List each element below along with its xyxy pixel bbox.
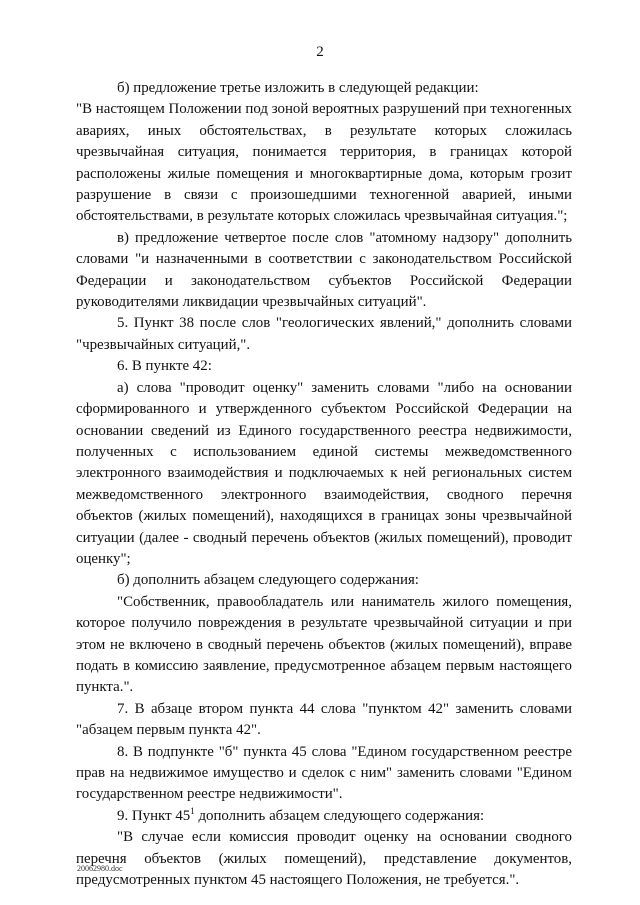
- paragraph-item-9-text-before: 9. Пункт 45: [117, 807, 191, 824]
- paragraph-item-9-superscript: 1: [190, 805, 195, 816]
- paragraph-item-9: [76, 806, 572, 827]
- paragraph-item-5: 5. Пункт 38 после слов "геологических явлений," дополнить словами "чрезвычайных ситуаций,".: [76, 315, 572, 353]
- paragraph-quoted-definition: "В настоящем Положении под зоной вероятных разрушений при техногенных авариях, иных обстоятельствах, в результате которых сложилась чрезвычайная ситуация, понимается территория, в границах которой расположены жилые помещения и многоквартирные дома, которым грозит разрушение в связи с произошедшими техногенной аварией, иными обстоятельствами, в результате которых сложилась чрезвычайная ситуация.";: [76, 101, 572, 225]
- paragraph-item-9-text-after: дополнить абзацем следующего содержания:: [194, 807, 485, 824]
- paragraph-quoted-owner-clause: "Собственник, правообладатель или наниматель жилого помещения, которое получило повреждения в результате чрезвычайной ситуации и при этом не включено в сводный перечень объектов (жилых помещений), вправе подать в комиссию заявление, предусмотренное абзацем первым настоящего пункта.".: [76, 593, 572, 696]
- paragraph-b-sentence-three: б) предложение третье изложить в следующей редакции:: [117, 80, 479, 96]
- paragraph-item-8: 8. В подпункте "б" пункта 45 слова "Едином государственном реестре прав на недвижимое имущество и сделок с ним" заменить словами "Едином государственном реестре недвижимости".: [76, 743, 572, 803]
- paragraph-item-7: 7. В абзаце втором пункта 44 слова "пунктом 42" заменить словами "абзацем первым пункта 42".: [76, 700, 572, 739]
- paragraph-quoted-final-clause: "В случае если комиссия проводит оценку на основании сводного перечня объектов (жилых помещений), представление документов, предусмотренных пунктом 45 настоящего Положения, не требуется.".: [76, 829, 572, 889]
- document-body: [76, 78, 572, 891]
- page-number: 2: [316, 44, 324, 60]
- footer-doc-id: 20062980.doc: [77, 864, 123, 873]
- paragraph-item-6-a: а) слова "проводит оценку" заменить словами "либо на основании сформированного и утвержденного субъектом Российской Федерации на основании сведений из Единого государственного реестра недвижимости, полученных с использованием единой системы межведомственного электронного взаимодействия и подключаемых к ней региональных систем межведомственного электронного взаимодействия, сводного перечня объектов (жилых помещений), находящихся в границах зоны чрезвычайной ситуации (далее - сводный перечень объектов (жилых помещений), проводит оценку";: [76, 379, 572, 567]
- paragraph-v-sentence-four: в) предложение четвертое после слов "атомному надзору" дополнить словами "и назначенными в соответствии с законодательством Российской Федерации и законодательством субъектов Российской Федерации руководителями ликвидации чрезвычайных ситуаций".: [76, 229, 572, 311]
- paragraph-item-6: 6. В пункте 42:: [117, 358, 212, 375]
- paragraph-item-6-b: б) дополнить абзацем следующего содержания:: [117, 572, 419, 589]
